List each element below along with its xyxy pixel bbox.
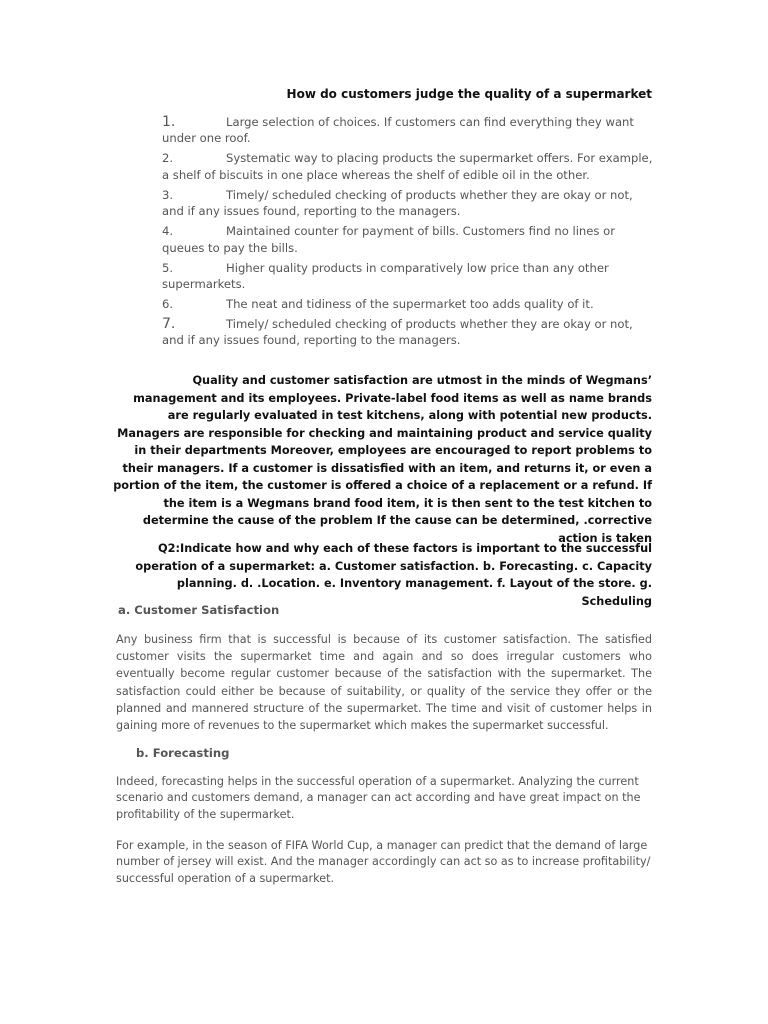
document-title: How do customers judge the quality of a supermarket <box>286 87 652 101</box>
list-item-text: Large selection of choices. If customers can find everything they want under one roof. <box>162 115 634 146</box>
list-item-number: 2. <box>162 151 174 166</box>
list-item-text: The neat and tidiness of the supermarket too adds quality of it. <box>226 297 594 312</box>
list-item-text: Timely/ scheduled checking of products whether they are okay or not, and if any issues found, reporting to the managers. <box>162 317 633 348</box>
list-item <box>162 316 654 349</box>
section-a-heading: a. Customer Satisfaction <box>118 603 280 617</box>
list-item <box>162 223 654 256</box>
list-item-number: 5. <box>162 260 174 275</box>
list-item-number: 3. <box>162 187 174 202</box>
quality-paragraph: Quality and customer satisfaction are utmost in the minds of Wegmans’ management and its employees. Private-label food items as well as name brands are regularly evaluated in test kitchens, along with potential new products. Managers are responsible for checking and maintaining product and service quality in their departments Moreover, employees are encouraged to report problems to their managers. If a customer is dissatisfied with an item, and returns it, or even a portion of the item, the customer is offered a choice of a replacement or a refund. If the item is a Wegmans brand food item, it is then sent to the test kitchen to determine the cause of the problem If the cause can be determined, .corrective action is taken <box>113 374 652 545</box>
list-item-text: Maintained counter for payment of bills. Customers find no lines or queues to pay the bills. <box>162 224 615 255</box>
list-item-number: 7. <box>162 316 176 333</box>
list-item-text: Timely/ scheduled checking of products whether they are okay or not, and if any issues found, reporting to the managers. <box>162 187 633 219</box>
list-item <box>162 187 654 220</box>
list-item <box>162 296 654 312</box>
list-item <box>162 260 654 293</box>
section-a-paragraph: Any business firm that is successful is because of its customer satisfaction. The satisfied customer visits the supermarket time and again and so does irregular customers who eventually become regular customer because of the satisfaction with the supermarket. The satisfaction could either be because of suitability, or quality of the service they offer or the planned and mannered structure of the supermarket. The time and visit of customer helps in gaining more of revenues to the supermarket which makes the supermarket successful. <box>116 633 652 733</box>
list-item-number: 1. <box>162 114 176 130</box>
list-item <box>162 150 654 183</box>
section-b-heading: b. Forecasting <box>136 746 230 760</box>
section-b-paragraph-2: For example, in the season of FIFA World Cup, a manager can predict that the demand of large number of jersey will exist. And the manager accordingly can act so as to increase profitability/ successful operation of a supermarket. <box>116 839 651 885</box>
quality-criteria-list <box>162 114 654 352</box>
section-b-paragraph-1: Indeed, forecasting helps in the successful operation of a supermarket. Analyzing the current scenario and customers demand, a manager can act according and have great impact on the profitability of the supermarket. <box>116 775 641 821</box>
list-item-number: 4. <box>162 224 174 239</box>
list-item-text: Systematic way to placing products the supermarket offers. For example, a shelf of biscuits in one place whereas the shelf of edible oil in the other. <box>162 151 653 182</box>
list-item-number: 6. <box>162 297 174 312</box>
list-item <box>162 114 654 147</box>
list-item-text: Higher quality products in comparatively low price than any other supermarkets. <box>162 260 609 292</box>
question-2: Q2:Indicate how and why each of these factors is important to the successful operation of a supermarket: a. Customer satisfaction. b. Forecasting. c. Capacity planning. d. .Location. e. Inventory management. f. Layout of the store. g. Scheduling <box>135 542 652 608</box>
